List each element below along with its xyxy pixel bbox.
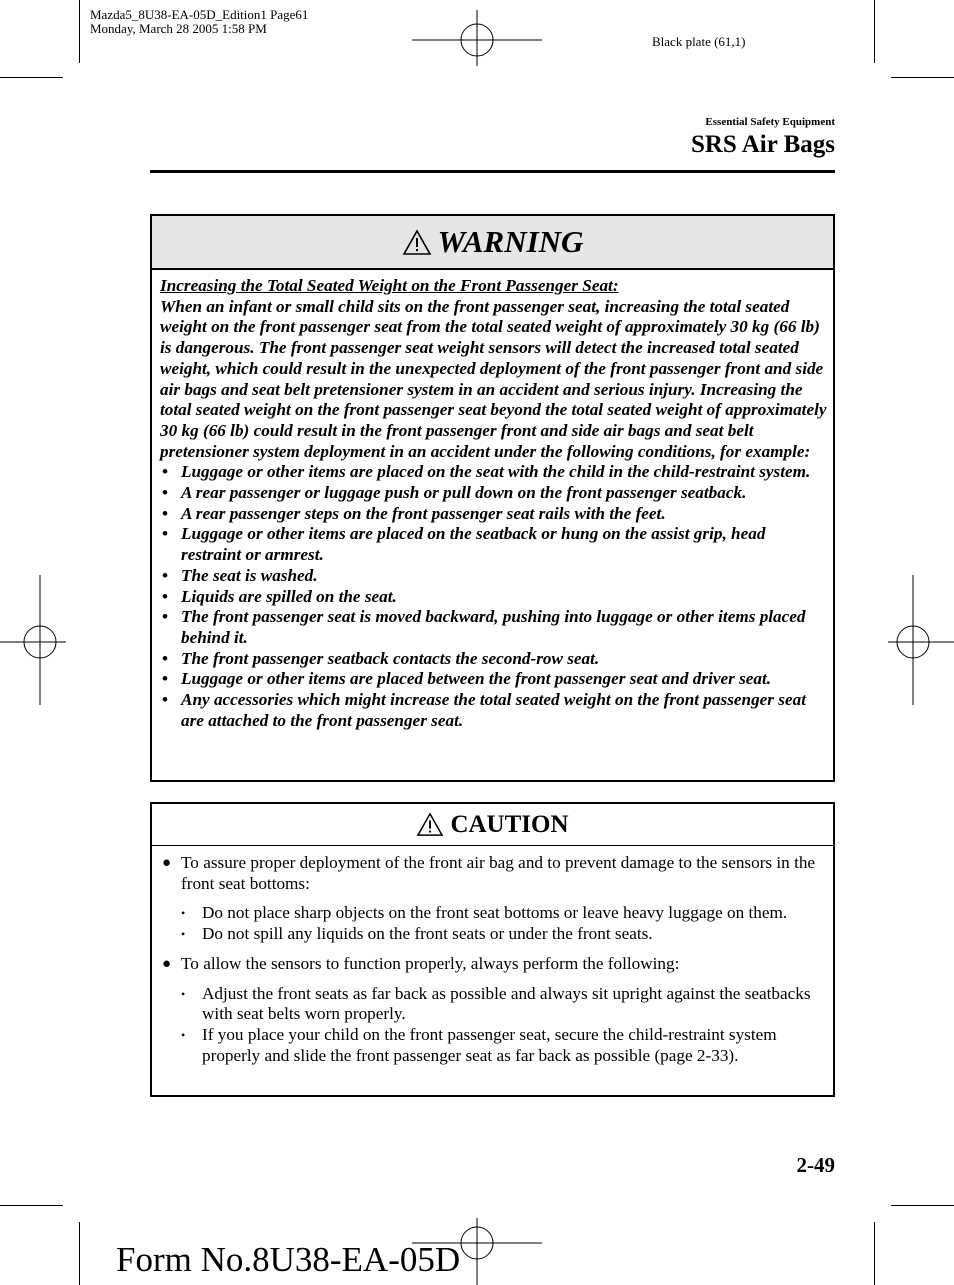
sub-list-item: [181, 1025, 827, 1066]
bullet-icon: •: [162, 648, 169, 668]
list-item: [160, 524, 827, 565]
list-item: [160, 649, 827, 670]
crop-mark: [0, 77, 63, 78]
sub-list-item: [181, 984, 827, 1025]
warning-list: [160, 462, 827, 731]
header-rule: [150, 170, 835, 173]
bullet-icon: •: [162, 565, 169, 585]
list-item-text: A rear passenger or luggage push or pull down on the front passenger seatback.: [181, 483, 747, 503]
registration-mark: [0, 575, 66, 705]
caution-header: [152, 804, 833, 846]
sub-list-item: [181, 903, 827, 924]
bullet-icon: •: [162, 690, 169, 710]
list-item: [160, 504, 827, 525]
list-item: [160, 607, 827, 648]
crop-mark: [874, 0, 875, 63]
list-item-text: The front passenger seat is moved backward, pushing into luggage or other items placed behind it.: [181, 607, 806, 647]
list-item: [160, 690, 827, 731]
file-info-line2: Monday, March 28 2005 1:58 PM: [90, 21, 267, 36]
sub-list: [181, 984, 827, 1067]
warning-paragraph: When an infant or small child sits on the front passenger seat, increasing the total seated weight on the front passenger seat from the total seated weight of approximately 30 kg (66 lb) is dangerous. The front passenger seat weight sensors will detect the increased total seated weight, which could result in the unexpected deployment of the front passenger front and side air bags and seat belt pretensioner system in an accident and serious injury. Increasing the total seated weight on the front passenger seat beyond the total seated weight of approximately 30 kg (66 lb) could result in the front passenger front and side air bags and seat belt pretensioner system deployment in an accident under the following conditions, for example:: [160, 296, 827, 461]
caution-body: [152, 846, 833, 1066]
crop-mark: [891, 1205, 954, 1206]
list-item-text: A rear passenger steps on the front passenger seat rails with the feet.: [181, 503, 666, 523]
registration-mark: [412, 10, 542, 66]
section-title: Essential Safety Equipment: [705, 116, 835, 128]
sub-bullet-icon: •: [181, 906, 186, 921]
crop-mark: [891, 77, 954, 78]
list-item: [160, 669, 827, 690]
list-item: [160, 566, 827, 587]
warning-label: WARNING: [437, 224, 584, 259]
list-item: [160, 462, 827, 483]
bullet-icon: •: [162, 462, 169, 482]
bullet-icon: •: [162, 586, 169, 606]
sub-list-item: [181, 924, 827, 945]
sub-bullet-icon: •: [181, 986, 186, 1001]
sub-list-item-text: If you place your child on the front passenger seat, secure the child-restraint system properly and slide the front passenger seat as far back as possible (page 2-33).: [202, 1024, 777, 1065]
registration-mark: [888, 575, 954, 705]
sub-list-item-text: Do not place sharp objects on the front seat bottoms or leave heavy luggage on them.: [202, 903, 788, 923]
warning-triangle-icon: [416, 812, 444, 837]
bullet-icon: •: [162, 483, 169, 503]
caution-list: [160, 853, 827, 1066]
bullet-icon: •: [162, 669, 169, 689]
warning-body: [152, 270, 833, 731]
sub-list-item-text: Do not spill any liquids on the front seats or under the front seats.: [202, 924, 653, 944]
sub-bullet-icon: •: [181, 1027, 186, 1042]
list-item: [160, 483, 827, 504]
list-item-text: To allow the sensors to function properly, always perform the following:: [181, 953, 680, 973]
crop-mark: [79, 0, 80, 63]
crop-mark: [0, 1205, 63, 1206]
page-title: SRS Air Bags: [690, 131, 835, 158]
warning-header: [152, 216, 833, 270]
plate-label: Black plate (61,1): [652, 34, 746, 49]
list-item-text: The seat is washed.: [181, 565, 318, 585]
page-number: 2-49: [796, 1153, 835, 1177]
list-item-text: Any accessories which might increase the total seated weight on the front passenger seat are attached to the front passenger seat.: [181, 690, 806, 730]
crop-mark: [79, 1222, 80, 1285]
bullet-icon: •: [162, 524, 169, 544]
sub-bullet-icon: •: [181, 927, 186, 942]
sub-list: [181, 903, 827, 944]
crop-mark: [874, 1222, 875, 1285]
bullet-icon: ●: [162, 955, 172, 972]
list-item-text: Luggage or other items are placed between the front passenger seat and driver seat.: [181, 669, 772, 689]
list-item: [160, 853, 827, 945]
warning-heading: Increasing the Total Seated Weight on the Front Passenger Seat:: [160, 276, 619, 295]
caution-label: CAUTION: [450, 810, 569, 838]
list-item: [160, 587, 827, 608]
list-item-text: Luggage or other items are placed on the seat with the child in the child-restraint system.: [181, 462, 811, 482]
warning-triangle-icon: [402, 229, 432, 256]
list-item-text: To assure proper deployment of the front air bag and to prevent damage to the sensors in the front seat bottoms:: [181, 853, 816, 893]
bullet-icon: •: [162, 607, 169, 627]
sub-list-item-text: Adjust the front seats as far back as possible and always sit upright against the seatbacks with seat belts worn properly.: [202, 983, 811, 1024]
file-info-line1: Mazda5_8U38-EA-05D_Edition1 Page61: [90, 7, 309, 22]
bullet-icon: ●: [162, 855, 172, 871]
list-item-text: Luggage or other items are placed on the seatback or hung on the assist grip, head restraint or armrest.: [181, 524, 766, 565]
form-number: Form No.8U38-EA-05D: [116, 1240, 461, 1279]
warning-box: [150, 214, 835, 782]
list-item-text: The front passenger seatback contacts the second-row seat.: [181, 648, 600, 668]
bullet-icon: •: [162, 503, 169, 523]
list-item-text: Liquids are spilled on the seat.: [181, 586, 397, 606]
list-item: [160, 954, 827, 1067]
file-info: [90, 8, 308, 36]
caution-box: [150, 802, 835, 1097]
